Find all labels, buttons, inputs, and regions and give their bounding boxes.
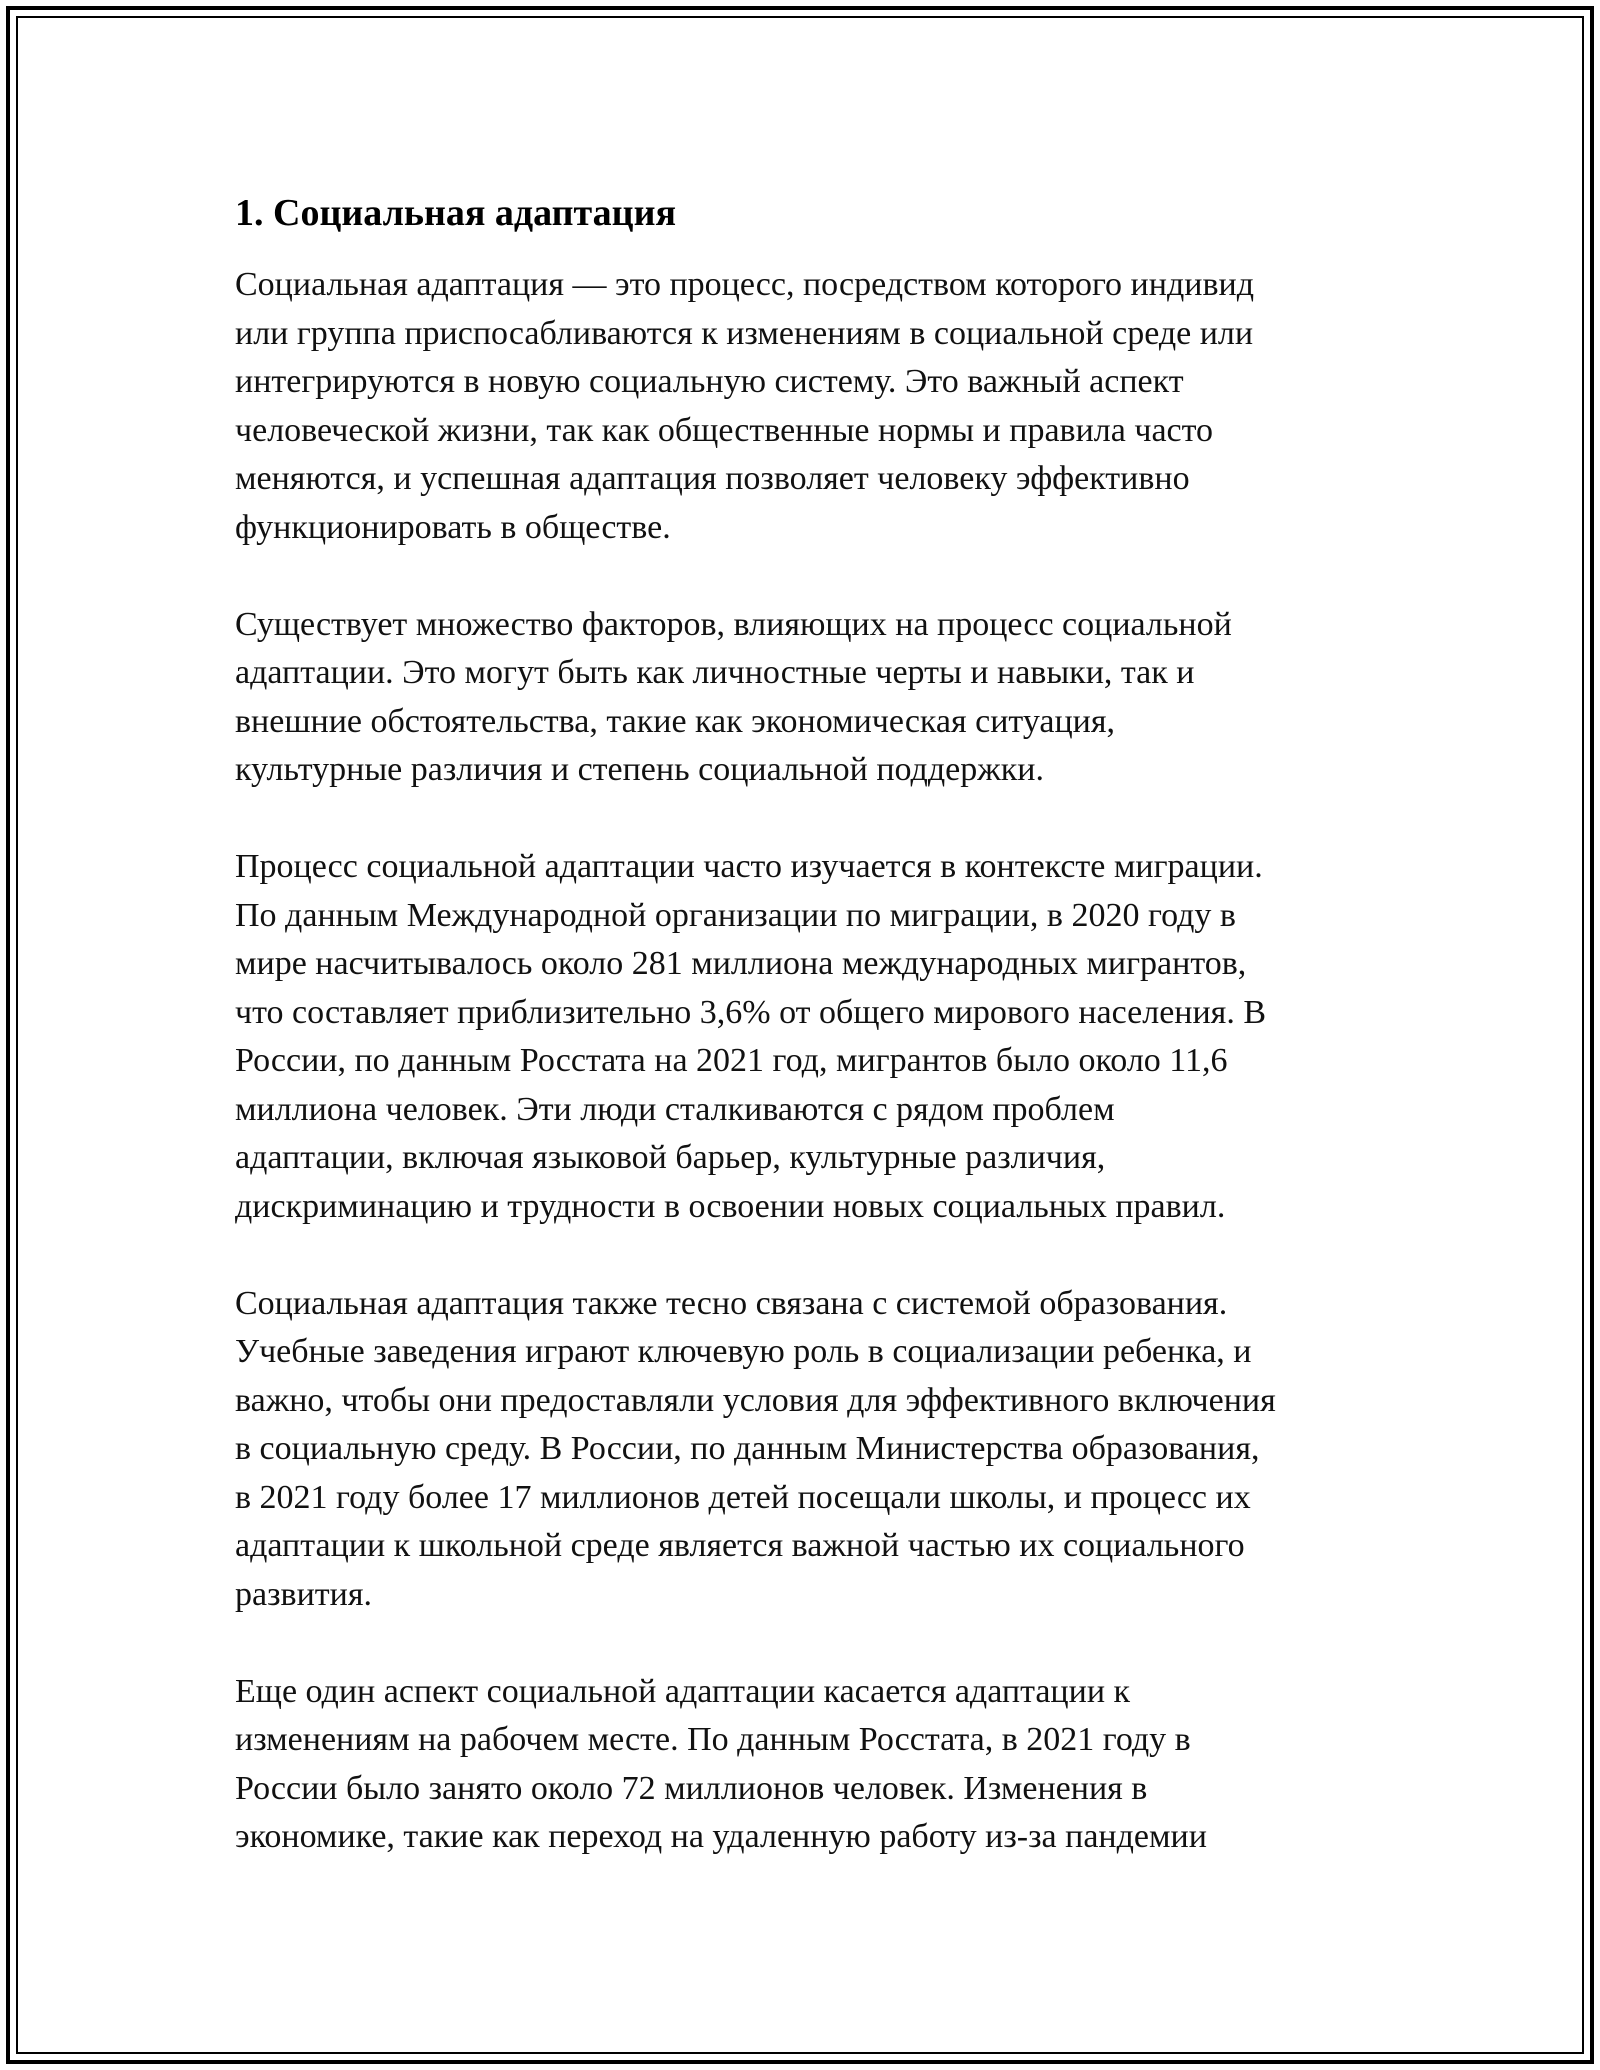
text-line: внешние обстоятельства, такие как экономическая ситуация, (235, 702, 1116, 740)
text-line: адаптации к школьной среде является важной частью их социального (235, 1527, 1245, 1564)
text-line: Существует множество факторов, влияющих на процесс социальной (235, 605, 1232, 643)
paragraph-5 (235, 1668, 1385, 1862)
paragraph-4 (235, 1280, 1385, 1620)
text-line: адаптации. Это могут быть как личностные черты и навыки, так и (235, 654, 1195, 691)
text-line: России, по данным Росстата на 2021 год, мигрантов было около 11,6 (235, 1042, 1228, 1079)
text-line: Процесс социальной адаптации часто изучается в контексте миграции. (235, 848, 1263, 885)
section-heading: 1. Социальная адаптация (235, 192, 677, 234)
text-line: миллиона человек. Эти люди сталкиваются с рядом проблем (235, 1090, 1115, 1128)
text-line: экономике, такие как переход на удаленную работу из-за пандемии (235, 1818, 1207, 1855)
paragraph-2 (235, 601, 1385, 795)
text-line: Еще один аспект социальной адаптации касается адаптации к (235, 1672, 1131, 1710)
text-line: По данным Международной организации по миграции, в 2020 году в (235, 896, 1236, 934)
text-line: человеческой жизни, так как общественные нормы и правила часто (235, 411, 1214, 449)
text-line: функционировать в обществе. (235, 508, 671, 546)
text-line: адаптации, включая языковой барьер, культурные различия, (235, 1139, 1106, 1176)
text-line: важно, чтобы они предоставляли условия для эффективного включения (235, 1381, 1276, 1419)
text-line: культурные различия и степень социальной поддержки. (235, 751, 1044, 788)
paragraph-1 (235, 261, 1385, 552)
paragraph-3 (235, 843, 1385, 1231)
text-line: мире насчитывалось около 281 миллиона международных мигрантов, (235, 945, 1247, 982)
text-line: в социальную среду. В России, по данным Министерства образования, (235, 1430, 1260, 1467)
text-line: интегрируются в новую социальную систему. Это важный аспект (235, 363, 1184, 400)
text-line: Учебные заведения играют ключевую роль в социализации ребенка, и (235, 1333, 1252, 1370)
text-line: или группа приспосабливаются к изменениям в социальной среде или (235, 314, 1254, 352)
text-line: что составляет приблизительно 3,6% от общего мирового населения. В (235, 993, 1266, 1031)
text-line: в 2021 году более 17 миллионов детей посещали школы, и процесс их (235, 1478, 1251, 1516)
text-line: России было занято около 72 миллионов человек. Изменения в (235, 1769, 1148, 1807)
document-body (235, 185, 1385, 1910)
text-line: Социальная адаптация также тесно связана с системой образования. (235, 1284, 1228, 1322)
text-line: меняются, и успешная адаптация позволяет человеку эффективно (235, 460, 1190, 497)
text-line: изменениям на рабочем месте. По данным Росстата, в 2021 году в (235, 1721, 1191, 1758)
text-line: дискриминацию и трудности в освоении новых социальных правил. (235, 1187, 1226, 1225)
text-line: развития. (235, 1575, 372, 1613)
text-line: Социальная адаптация — это процесс, посредством которого индивид (235, 266, 1254, 303)
